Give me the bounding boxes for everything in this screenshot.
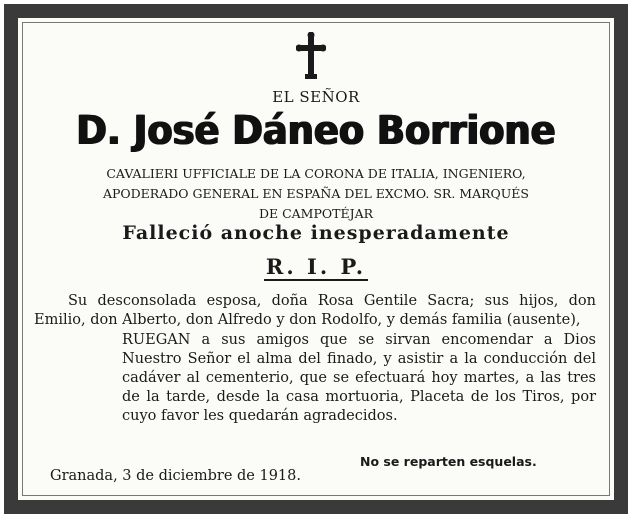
family-paragraph: Su desconsolada esposa, doña Rosa Gentile Sacra; sus hijos, don Emilio, don Alberto, don Alfredo y don Rodolfo, y demás familia (ausente), bbox=[34, 293, 596, 328]
deceased-titles bbox=[60, 164, 572, 224]
request-paragraph: RUEGAN a sus amigos que se sirvan encomendar a Dios Nuestro Señor el alma del finado, y asistir a la conducción del cadáver al cementerio, que se efectuará hoy martes, a las tres de la tarde, desde la casa mortuoria, Placeta de los Tiros, por cuyo favor les quedarán agradecidos. bbox=[122, 332, 596, 424]
title-line: CAVALIERI UFFICIALE DE LA CORONA DE ITALIA, INGENIERO, bbox=[106, 166, 526, 181]
rip-text: R. I. P. bbox=[265, 254, 367, 279]
notice-body bbox=[34, 292, 596, 426]
death-announcement: Falleció anoche inesperadamente bbox=[122, 222, 510, 244]
deceased-name: D. José Dáneo Borrione bbox=[76, 108, 556, 154]
latin-cross-icon bbox=[296, 32, 326, 80]
heading-el-senor: EL SEÑOR bbox=[272, 88, 360, 106]
title-line: APODERADO GENERAL EN ESPAÑA DEL EXCMO. SR. MARQUÉS bbox=[102, 186, 530, 201]
place-and-date: Granada, 3 de diciembre de 1918. bbox=[50, 468, 301, 484]
rip-line bbox=[0, 254, 632, 279]
no-esquelas-note: No se reparten esquelas. bbox=[360, 454, 537, 469]
title-line: DE CAMPOTÉJAR bbox=[258, 206, 374, 221]
